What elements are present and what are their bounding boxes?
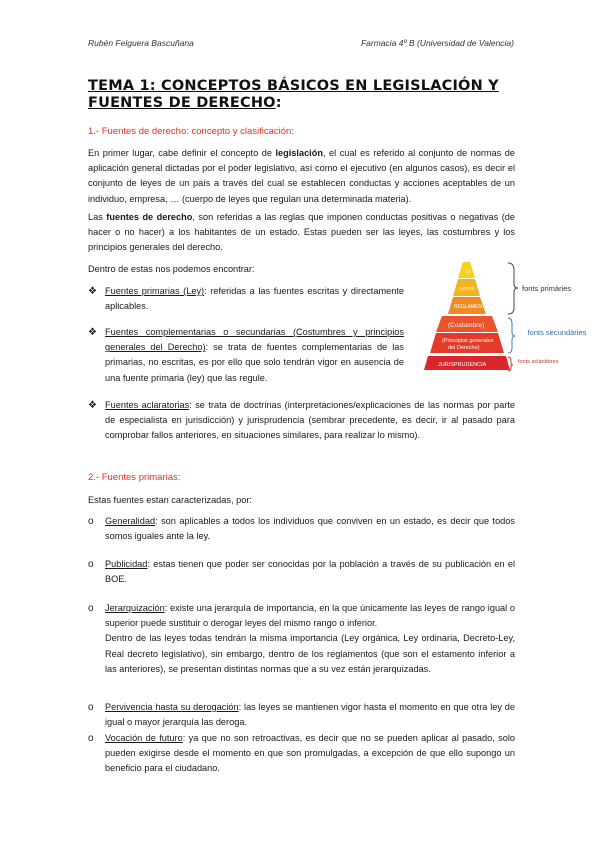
diamond-bullet-icon: ❖ — [88, 400, 97, 411]
section2-heading: 2.- Fuentes primarias: — [88, 472, 181, 483]
pyramid-label-jurisprudencia: JURISPRUDENCIA — [438, 362, 487, 368]
section1-paragraph-1 — [88, 146, 515, 207]
header-author: Rubén Felguera Bascuñana — [88, 38, 194, 48]
pyramid-svg — [408, 258, 598, 376]
p1-b: , el cual es referido al conjunto de normas de aplicación general dictadas por el poder legislativo, así como el ejecutivo (en algunos casos), es decir el conjunto de leyes de un país a través del cual se establecen conductas y acciones aceptables de un individuo, empresa, … (cuerpo de leyes que regulan una determinada materia). — [88, 148, 515, 204]
item-text: : existe una jerarquía de importancia, en la que únicamente las leyes de rango igual o superior puede sustituir o derogar leyes del mismo rango o inferior. — [105, 603, 515, 629]
bullet-title: Fuentes aclaratorias — [105, 400, 190, 410]
diamond-bullet-icon: ❖ — [88, 327, 97, 338]
label-fonts-primaries: fonts primàries — [522, 284, 572, 293]
p1-bold: legislación — [275, 148, 323, 158]
p2-bold: fuentes de derecho — [106, 212, 193, 222]
document-title — [88, 78, 518, 112]
bullet-title: Fuentes complementarias o secundarias (Costumbres y principios generales del Derecho) — [105, 327, 404, 353]
section1-paragraph-2 — [88, 210, 515, 256]
item-title: Publicidad — [105, 559, 148, 569]
pyramid-label-principios-1: (Principios generales — [442, 338, 494, 344]
bullet-title: Fuentes primarias (Ley) — [105, 286, 205, 296]
item-title: Vocación de futuro — [105, 733, 183, 743]
item-title: Pervivencia hasta su derogación — [105, 702, 239, 712]
brace-primary — [508, 263, 518, 314]
item-extra: Dentro de las leyes todas tendrán la misma importancia (Ley orgánica, Ley ordinaria, Decreto-Ley, Real decreto legislativo), sin embargo, dentro de los reglamentos (que son el estamento inferior a las anteriores), se presentan distintas normas que a su vez están jerarquizadas. — [105, 633, 515, 674]
title-text: TEMA 1: CONCEPTOS BÁSICOS EN LEGISLACIÓN Y FUENTES DE DERECHO — [88, 78, 499, 111]
circle-bullet-icon: o — [88, 603, 94, 614]
p2-a: Las — [88, 212, 107, 222]
item-text: : las leyes se mantienen vigor hasta el momento en que otra ley de igual o mayor jerarquía las deroga. — [105, 702, 516, 728]
item-text: : ya que no son retroactivas, es decir que no se pueden aplicar al pasado, solo pueden exigirse desde el momento en que son promulgadas, a excepción de que ello supongo un beneficio para el ciudadano. — [105, 733, 515, 774]
pyramid-label-costumbre: (Costumbre) — [448, 322, 485, 329]
pyramid-label-principios-2: del Derecho) — [448, 345, 480, 351]
p1-a: En primer lugar, cabe definir el concepto de — [88, 148, 276, 158]
section2-intro: Estas fuentes estan caracterizadas, por: — [88, 495, 252, 505]
item-text: : estas tienen que poder ser conocidas por la población a través de su publicación en el BOE. — [105, 559, 515, 585]
bullet-text: : se trata de fuentes complementarias de las primarias, no escritas, es por ello que solo tendrán vigor en ausencia de una fuente primaria (ley) que las regule. — [105, 342, 404, 383]
item-text: : son aplicables a todos los individuos que conviven en un estado, es decir que todos somos iguales ante la ley. — [105, 516, 515, 542]
pyramid-label-reglamentos: REGLAMENTOS — [454, 304, 493, 310]
bullet-text: : referidas a las fuentes escritas y directamente aplicables. — [105, 286, 404, 312]
brace-secondary — [508, 318, 515, 353]
label-fonts-secundaries: fonts secundàries — [527, 328, 587, 337]
label-fonts-aclaridores: fonts aclaridores — [518, 359, 559, 365]
pyramid-figure — [408, 258, 598, 376]
header-course: Farmacia 4º B (Universidad de Valencia) — [360, 38, 514, 48]
diamond-bullet-icon: ❖ — [88, 286, 97, 297]
p2-b: , son referidas a las reglas que imponen conductas positivas o negativas (de hacer o no hacer) a los habitantes de un estado. Estas pueden ser las leyes, las costumbres y los principios generales del derecho. — [88, 212, 515, 253]
circle-bullet-icon: o — [88, 733, 94, 744]
section1-heading: 1.- Fuentes de derecho: concepto y clasificación: — [88, 126, 294, 137]
circle-bullet-icon: o — [88, 516, 94, 527]
bullet-text: : se trata de doctrinas (interpretaciones/explicaciones de las normas por parte de especialista en jurisdicción) y jurisprudencia (sembrar precedente, es decir, ir al pasado para comprobar fallos anteriores, en situaciones similares, para realizar lo mismo). — [105, 400, 515, 441]
item-title: Jerarquización — [105, 603, 165, 613]
section1-paragraph-3: Dentro de estas nos podemos encontrar: — [88, 264, 255, 274]
circle-bullet-icon: o — [88, 702, 94, 713]
item-title: Generalidad — [105, 516, 156, 526]
pyramid-label-leyes: LEYES — [460, 286, 475, 291]
pyramid-label-ce: CE — [465, 269, 471, 274]
title-suffix: : — [275, 95, 282, 111]
circle-bullet-icon: o — [88, 559, 94, 570]
